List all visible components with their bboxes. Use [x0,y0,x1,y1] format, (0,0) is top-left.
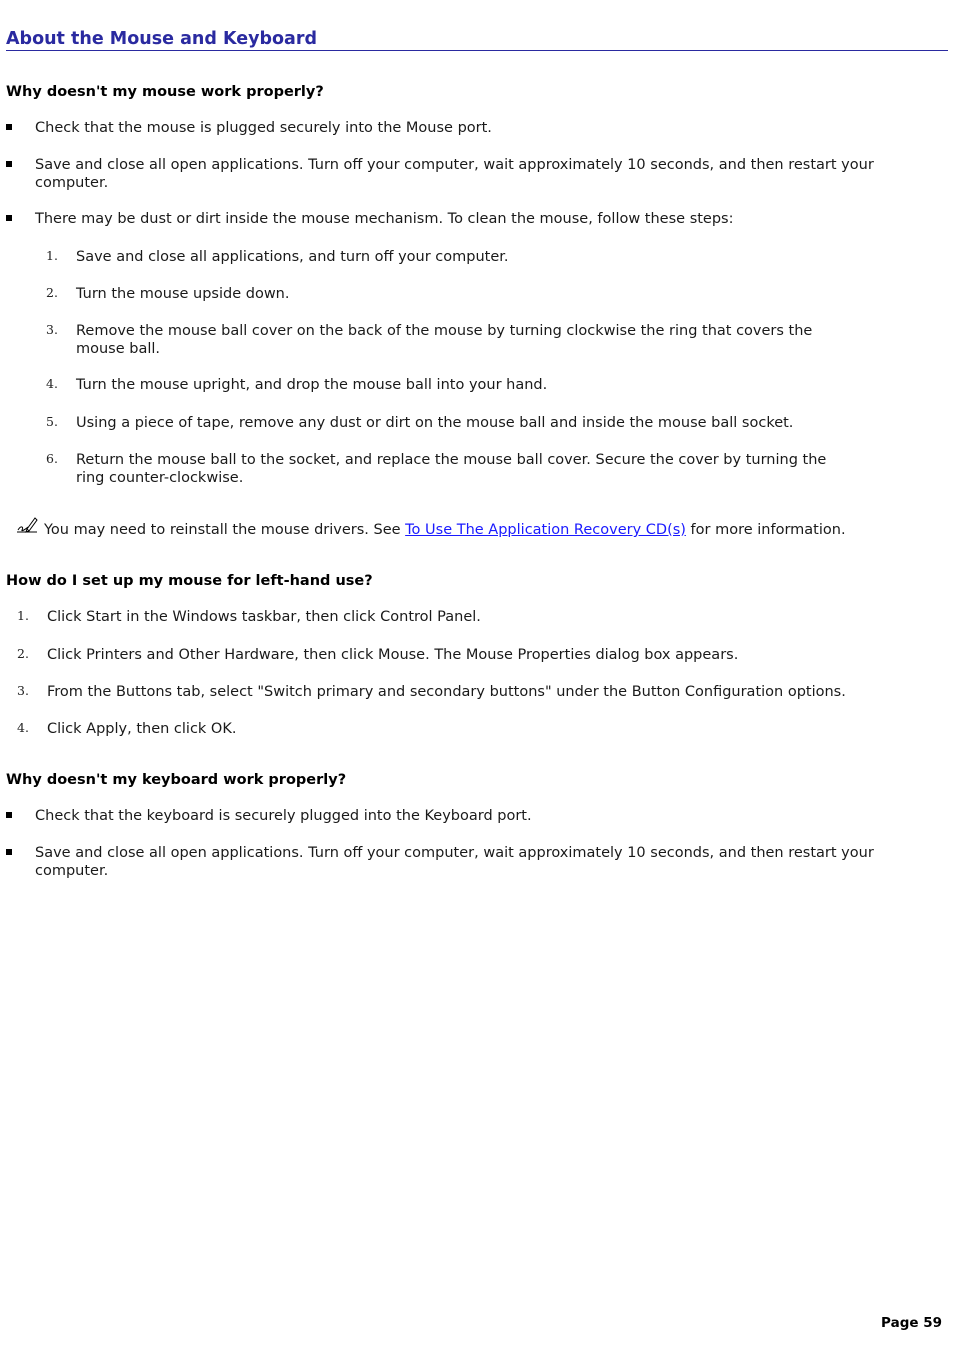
bullet-icon [6,215,12,221]
step-text: ring counter-clockwise. [76,470,244,486]
bullet-icon [6,812,12,818]
recovery-cd-link[interactable]: To Use The Application Recovery CD(s) [405,522,686,538]
bullet-icon [6,161,12,167]
section-heading-keyboard: Why doesn't my keyboard work properly? [6,772,347,788]
note-text-after: for more information. [685,522,846,538]
note-text-before: You may need to reinstall the mouse drivers. See [44,522,406,538]
list-item-text: computer. [35,863,109,879]
step-number: 4. [17,720,29,735]
list-item-text: Check that the keyboard is securely plugged into the Keyboard port. [35,808,532,824]
step-text: Save and close all applications, and turn off your computer. [76,249,509,265]
list-item-text: Save and close all open applications. Turn off your computer, wait approximately 10 seconds, and then restart your [35,845,874,861]
page-number: Page 59 [881,1315,942,1331]
section-heading-mouse: Why doesn't my mouse work properly? [6,84,324,100]
step-text: Click Start in the Windows taskbar, then click Control Panel. [47,609,481,625]
step-number: 3. [46,322,58,337]
list-item-text: Check that the mouse is plugged securely into the Mouse port. [35,120,492,136]
step-text: Using a piece of tape, remove any dust or dirt on the mouse ball and inside the mouse ball socket. [76,415,794,431]
page-title: About the Mouse and Keyboard [6,29,948,51]
step-number: 1. [46,248,58,263]
section-heading-left-hand: How do I set up my mouse for left-hand use? [6,573,373,589]
step-text: mouse ball. [76,341,161,357]
step-text: Turn the mouse upside down. [76,286,290,302]
step-number: 3. [17,683,29,698]
bullet-icon [6,849,12,855]
step-text: Turn the mouse upright, and drop the mouse ball into your hand. [76,377,548,393]
step-number: 1. [17,608,29,623]
step-number: 4. [46,376,58,391]
step-text: Remove the mouse ball cover on the back of the mouse by turning clockwise the ring that covers the [76,323,813,339]
note-pencil-icon [15,515,39,535]
step-text: Return the mouse ball to the socket, and replace the mouse ball cover. Secure the cover by turning the [76,452,827,468]
bullet-icon [6,124,12,130]
list-item-text: computer. [35,175,109,191]
step-number: 6. [46,451,58,466]
step-text: Click Printers and Other Hardware, then click Mouse. The Mouse Properties dialog box appears. [47,647,739,663]
step-number: 2. [46,285,58,300]
step-text: From the Buttons tab, select "Switch primary and secondary buttons" under the Button Configuration options. [47,684,846,700]
list-item-text: Save and close all open applications. Turn off your computer, wait approximately 10 seconds, and then restart your [35,157,874,173]
step-number: 5. [46,414,58,429]
step-number: 2. [17,646,29,661]
step-text: Click Apply, then click OK. [47,721,237,737]
list-item-text: There may be dust or dirt inside the mouse mechanism. To clean the mouse, follow these steps: [35,211,734,227]
note-text [44,521,846,539]
